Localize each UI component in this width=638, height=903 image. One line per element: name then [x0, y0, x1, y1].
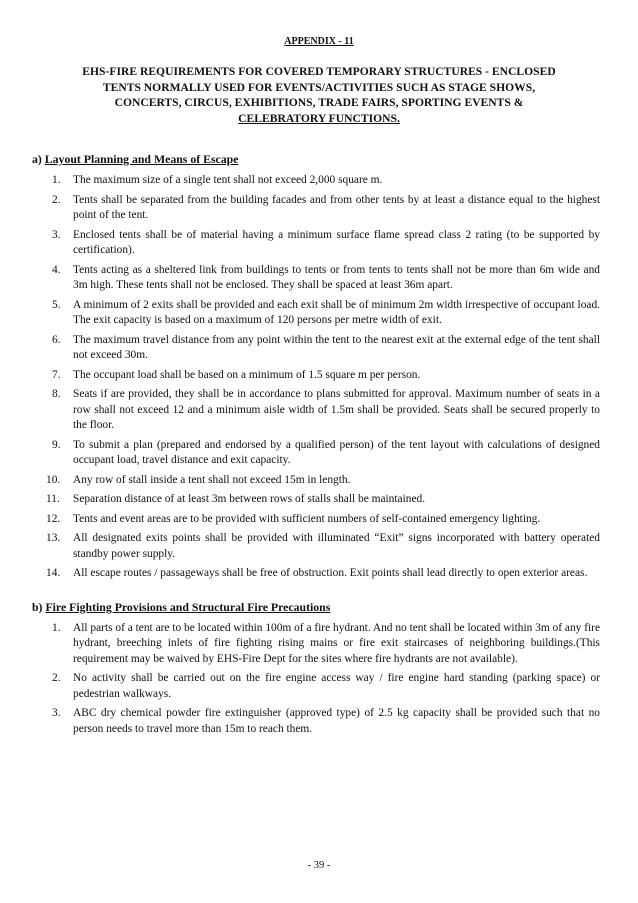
list-item	[0, 438, 638, 469]
item-number: 2.	[52, 672, 61, 685]
page-number: - 39 -	[307, 860, 331, 871]
list-item	[0, 368, 638, 383]
item-number: 13.	[46, 532, 61, 545]
item-text: Separation distance of at least 3m between rows of stalls shall be maintained.	[73, 493, 426, 506]
item-text: All designated exits points shall be provided with illuminated “Exit” signs incorporated with battery operated standby power supply.	[73, 532, 600, 560]
item-number: 11.	[46, 493, 60, 506]
item-text: No activity shall be carried out on the fire engine access way / fire engine hard standing (parking space) or pedestrian walkways.	[73, 672, 600, 700]
list-item	[0, 531, 638, 562]
item-text: The maximum size of a single tent shall not exceed 2,000 square m.	[73, 174, 383, 186]
item-number: 10.	[46, 473, 61, 486]
section-a-prefix: a)	[32, 152, 42, 166]
item-number: 3.	[52, 228, 61, 241]
item-number: 14.	[46, 567, 61, 580]
list-item	[0, 228, 638, 259]
item-number: 7.	[52, 368, 61, 381]
item-text: All escape routes / passageways shall be free of obstruction. Exit points shall lead directly to open exterior areas.	[73, 567, 588, 580]
section-b-list	[0, 621, 638, 741]
item-text: Any row of stall inside a tent shall not exceed 15m in length.	[73, 473, 351, 486]
section-b-heading	[32, 600, 330, 615]
item-text: Enclosed tents shall be of material having a minimum surface flame spread class 2 rating (to be supported by certification).	[73, 228, 600, 256]
list-item	[0, 671, 638, 702]
list-item	[0, 193, 638, 224]
section-b-title: Fire Fighting Provisions and Structural Fire Precautions	[45, 600, 331, 614]
item-number: 8.	[52, 388, 61, 401]
item-number: 1.	[52, 622, 61, 634]
list-item	[0, 387, 638, 433]
appendix-label: APPENDIX - 11	[284, 36, 354, 47]
item-text: The maximum travel distance from any point within the tent to the nearest exit at the external edge of the tent shall not exceed 30m.	[73, 333, 600, 361]
section-b-prefix: b)	[32, 600, 43, 614]
section-a-title: Layout Planning and Means of Escape	[44, 152, 239, 166]
title-line-4: CELEBRATORY FUNCTIONS.	[238, 111, 400, 125]
list-item	[0, 333, 638, 364]
item-number: 12.	[46, 512, 61, 525]
item-number: 9.	[52, 438, 61, 451]
section-a-list	[0, 173, 638, 586]
item-number: 2.	[52, 193, 61, 206]
list-item	[0, 621, 638, 667]
item-text: Tents acting as a sheltered link from buildings to tents or from tents to tents shall not be more than 6m wide and 3m high. These tents shall not be enclosed. They shall be spaced at least 36m apart.	[73, 263, 600, 291]
item-text: A minimum of 2 exits shall be provided and each exit shall be of minimum 2m width irrespective of occupant load. The exit capacity is based on a maximum of 120 persons per metre width of exit.	[73, 298, 600, 326]
title-line-3: CONCERTS, CIRCUS, EXHIBITIONS, TRADE FAIRS, SPORTING EVENTS &	[114, 96, 524, 109]
list-item	[0, 492, 638, 507]
item-text: The occupant load shall be based on a minimum of 1.5 square m per person.	[73, 368, 421, 381]
item-text: ABC dry chemical powder fire extinguisher (approved type) of 2.5 kg capacity shall be provided such that no person needs to travel more than 15m to reach them.	[73, 707, 600, 735]
list-item	[0, 263, 638, 294]
section-a-heading	[32, 152, 238, 167]
item-text: Tents shall be separated from the building facades and from other tents by at least a distance equal to the highest point of the tent.	[73, 193, 600, 221]
item-number: 1.	[52, 174, 61, 186]
item-number: 4.	[52, 263, 61, 276]
list-item	[0, 173, 638, 188]
document-title	[50, 64, 588, 126]
item-number: 5.	[52, 298, 61, 311]
title-line-1: EHS-FIRE REQUIREMENTS FOR COVERED TEMPORARY STRUCTURES - ENCLOSED	[82, 65, 556, 78]
item-text: Seats if are provided, they shall be in accordance to plans submitted for approval. Maximum number of seats in a row shall not exceed 12 and a minimum aisle width of 1.5m shall be provided. Seats shall be secured properly to the floor.	[73, 388, 600, 431]
item-text: To submit a plan (prepared and endorsed by a qualified person) of the tent layout with calculations of designed occupant load, travel distance and exit capacity.	[73, 438, 600, 466]
list-item	[0, 512, 638, 527]
list-item	[0, 566, 638, 581]
list-item	[0, 706, 638, 737]
item-text: Tents and event areas are to be provided with sufficient numbers of self-contained emergency lighting.	[73, 512, 541, 525]
title-line-2: TENTS NORMALLY USED FOR EVENTS/ACTIVITIES SUCH AS STAGE SHOWS,	[102, 80, 536, 94]
list-item	[0, 298, 638, 329]
list-item	[0, 473, 638, 488]
item-number: 3.	[52, 707, 61, 720]
item-text: All parts of a tent are to be located within 100m of a fire hydrant. And no tent shall be located within 3m of any fire hydrant, breeching inlets of fire fighting rising mains or fire exit staircases of neighboring buildings.(This requirement may be waived by EHS-Fire Dept for the sites where fire hydrants are not available).	[73, 622, 600, 665]
item-number: 6.	[52, 333, 61, 346]
